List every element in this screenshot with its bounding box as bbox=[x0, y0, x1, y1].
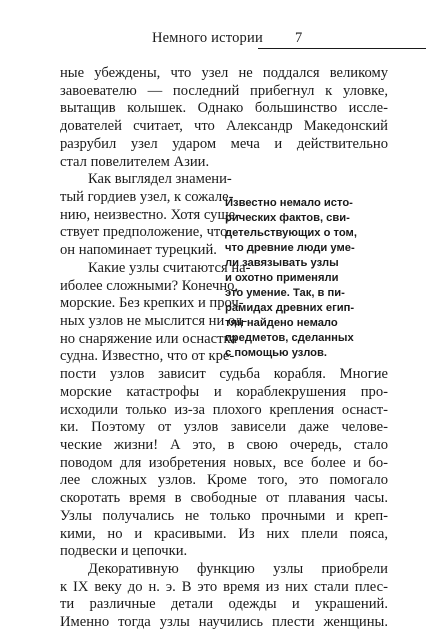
text-line: судна. Известно, что от кре- bbox=[60, 348, 235, 365]
text-line: ческие жизни! А это, в свою очередь, стало bbox=[60, 436, 388, 453]
sidebar-line: рамидах древних егип- bbox=[225, 302, 355, 314]
text-line: Какие узлы считаются на- bbox=[88, 259, 251, 276]
text-line: Декоративную функцию узлы приобрели bbox=[88, 560, 388, 577]
header-rule bbox=[258, 48, 426, 49]
text-line: ные убеждены, что узел не поддался великому bbox=[60, 65, 388, 81]
text-line: кими, но и красивыми. Из них плели пояса, bbox=[60, 525, 388, 542]
text-line: ных узлов не мыслится ни од- bbox=[60, 312, 248, 329]
text-line: тый гордиев узел, к сожале- bbox=[60, 189, 234, 205]
text-line: стал повелителем Азии. bbox=[60, 153, 210, 170]
text-line: он напоминает турецкий. bbox=[60, 242, 217, 259]
sidebar-line: с помощью узлов. bbox=[225, 347, 327, 359]
text-line: поводом для изобретения новых, все более и бо- bbox=[60, 454, 388, 471]
text-line: скоротать время в свободные от плавания часы. bbox=[60, 490, 388, 506]
text-line: Именно тогда узлы научились плести женщины. bbox=[60, 614, 388, 630]
sidebar-line: Известно немало исто- bbox=[225, 197, 353, 209]
text-line: вытащив колышек. Однако большинство иссле- bbox=[60, 100, 388, 117]
text-line: разрубил узел ударом меча и действительно bbox=[60, 135, 388, 152]
text-line: ствует предположение, что bbox=[60, 224, 228, 241]
text-line: пости узлов зависит судьба корабля. Многие bbox=[60, 366, 388, 383]
text-line: к IX веку до н. э. В это время из них стали плес- bbox=[60, 578, 388, 595]
sidebar-line: тян найдено немало bbox=[225, 317, 338, 329]
text-line: Как выглядел знамени- bbox=[88, 171, 232, 188]
text-line: морские катастрофы и кораблекрушения про- bbox=[60, 383, 388, 400]
page-number: 7 bbox=[295, 30, 303, 46]
sidebar-line: предметов, сделанных bbox=[225, 332, 354, 344]
text-line: завоевателю — последний прибегнул к уловке, bbox=[60, 82, 388, 99]
text-line: морские. Без крепких и проч- bbox=[60, 295, 244, 312]
sidebar-line: это умение. Так, в пи- bbox=[225, 287, 345, 299]
sidebar-line: рических фактов, сви- bbox=[225, 212, 350, 224]
sidebar-line: ли завязывать узлы bbox=[225, 257, 339, 269]
text-line: исходили только из-за плохого крепления оснаст- bbox=[60, 401, 388, 418]
text-line: но снаряжение или оснастка bbox=[60, 330, 237, 347]
sidebar-line: что древние люди уме- bbox=[225, 242, 355, 254]
text-line: ти различные детали одежды и украшений. bbox=[60, 596, 388, 613]
header-title: Немного истории bbox=[152, 30, 263, 46]
text-line: Узлы получались не только прочными и креп- bbox=[60, 507, 388, 524]
text-line: нию, неизвестно. Хотя суще- bbox=[60, 206, 241, 223]
sidebar-line: детельствующих о том, bbox=[225, 227, 357, 239]
text-line: лее сложных узлов. Кроме того, это помогало bbox=[60, 472, 388, 489]
text-line: иболее сложными? Конечно, bbox=[60, 277, 239, 294]
text-line: подвески и цепочки. bbox=[60, 543, 188, 560]
text-line: ки. Поэтому от узлов зависели даже челове- bbox=[60, 419, 388, 436]
text-line: дователей считает, что Александр Македонский bbox=[60, 118, 388, 135]
sidebar-line: и охотно применяли bbox=[225, 272, 339, 284]
